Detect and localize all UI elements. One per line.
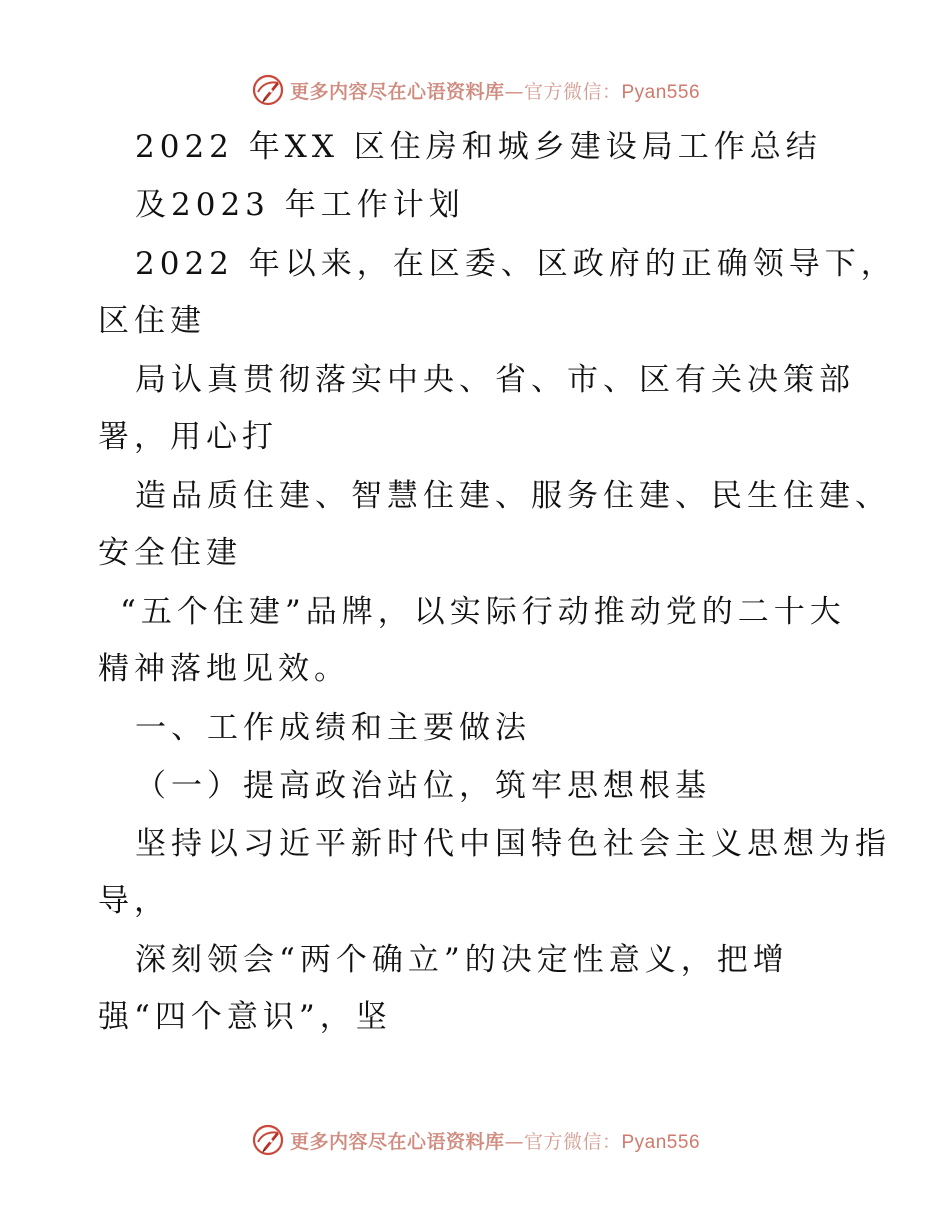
watermark-id: Pyan556 [621,1131,701,1153]
watermark-sub: 官方微信： [523,1130,622,1153]
doc-line: 区住建 [98,303,206,339]
doc-line: “五个住建”品牌，以实际行动推动党的二十大 [120,594,846,630]
watermark-dash: — [504,80,524,103]
doc-line: 精神落地见效。 [98,651,350,687]
doc-heading-2: （一）提高政治站位，筑牢思想根基 [135,768,711,804]
pen-logo-icon [250,1122,286,1158]
doc-line: 局认真贯彻落实中央、省、市、区有关决策部 [135,362,855,398]
watermark-main: 更多内容尽在心语资料库 [289,1130,505,1153]
doc-line-title-1: 2022 年XX 区住房和城乡建设局工作总结 [135,129,822,165]
doc-line: 坚持以习近平新时代中国特色社会主义思想为指 [135,826,891,862]
doc-line: 深刻领会“两个确立”的决定性意义，把增 [135,942,789,978]
doc-line-title-2: 及2023 年工作计划 [135,187,465,223]
doc-line: 署，用心打 [98,419,278,455]
footer-watermark [0,1120,950,1160]
watermark-text [290,1127,700,1154]
doc-line: 安全住建 [98,535,242,571]
doc-line: 2022 年以来，在区委、区政府的正确领导下， [135,246,897,282]
doc-line: 强“四个意识”，坚 [98,999,392,1035]
watermark-dash: — [504,1130,524,1153]
watermark-sub: 官方微信： [523,80,622,103]
doc-line: 导， [98,883,170,919]
doc-line: 造品质住建、智慧住建、服务住建、民生住建、 [135,478,891,514]
watermark-main: 更多内容尽在心语资料库 [289,80,505,103]
watermark-id: Pyan556 [621,81,701,103]
doc-heading-1: 一、工作成绩和主要做法 [135,710,531,746]
